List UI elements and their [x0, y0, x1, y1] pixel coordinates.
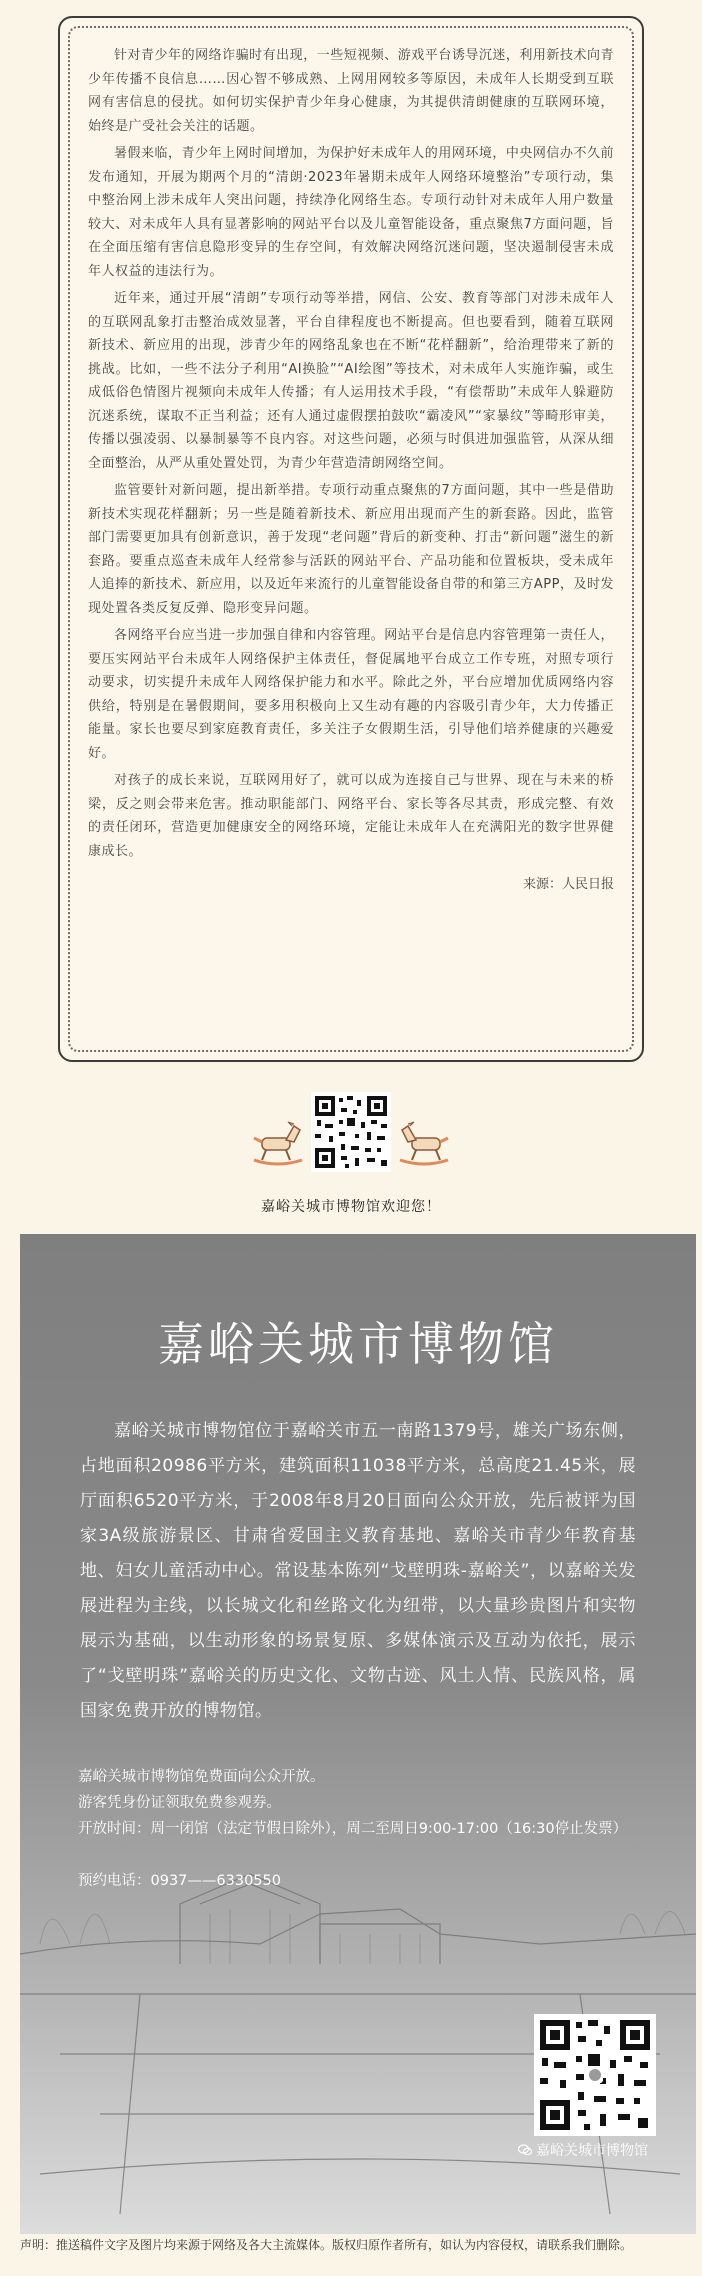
article-card — [58, 16, 644, 1062]
wechat-brand — [518, 2140, 648, 2160]
museum-info-ticket: 游客凭身份证领取免费参观券。 — [78, 1795, 281, 1811]
article-paragraph: 对孩子的成长来说，互联网用好了，就可以成为连接自己与世界、现在与未来的桥梁，反之则会带来危害。推动职能部门、网络平台、家长等各尽其责，形成完整、有效的责任闭环，营造更加健康安全的网络环境，定能让未成年人在充满阳光的数字世界健康成长。 — [88, 773, 614, 859]
article-source: 来源：人民日报 — [522, 877, 614, 892]
article-paragraph: 各网络平台应当进一步加强自律和内容管理。网站平台是信息内容管理第一责任人，要压实网站平台未成年人网络保护主体责任，督促属地平台成立工作专班，对照专项行动要求，切实提升未成年人网络保护能力和水平。除此之外，平台应增加优质网络内容供给，特别是在暑假期间，要多用积极向上又生动有趣的内容吸引青少年，大力传播正能量。家长也要尽到家庭教育责任，多关注子女假期生活，引导他们培养健康的兴趣爱好。 — [88, 628, 614, 761]
wechat-icon — [518, 2144, 532, 2156]
museum-info-phone: 预约电话：0937——6330550 — [78, 1873, 281, 1889]
qr-code-large[interactable] — [534, 2014, 656, 2136]
article-paragraph: 暑假来临，青少年上网时间增加，为保护好未成年人的用网环境，中央网信办不久前发布通知，开展为期两个月的“清朗·2023年暑期未成年人网络环境整治”专项行动，集中整治网上涉未成年人突出问题，持续净化网络生态。专项行动针对未成年人用户数量较大、对未成年人具有显著影响的网站平台以及儿童智能设备，重点聚焦7方面问题，旨在全面压缩有害信息隐形变异的生存空间，有效解决网络沉迷问题，坚决遏制侵害未成年人权益的违法行为。 — [88, 146, 614, 279]
article-paragraph: 近年来，通过开展“清朗”专项行动等举措，网信、公安、教育等部门对涉未成年人的互联网乱象打击整治成效显著，平台自律程度也不断提高。但也要看到，随着互联网新技术、新应用的出现，涉青少年的网络乱象也在不断“花样翻新”，给治理带来了新的挑战。比如，一些不法分子利用“AI换脸”“AI绘图”等技术，对未成年人实施诈骗，或生成低俗色情图片视频向未成年人传播；有人运用技术手段，“有偿帮助”未成年人躲避防沉迷系统，谋取不正当利益；还有人通过虚假摆拍鼓吹“霸凌风”“家暴纹”等畸形审美，传播以强凌弱、以暴制暴等不良内容。对这些问题，必须与时俱进加强监管，从深从细全面整治，从严从重处置处罚，为青少年营造清朗网络空间。 — [88, 291, 614, 471]
disclaimer: 声明：推送稿件文字及图片均来源于网络及各大主流媒体。版权归原作者所有，如认为内容侵权，请联系我们删除。 — [20, 2238, 633, 2252]
article-paragraph: 监管要针对新问题，提出新举措。专项行动重点聚焦的7方面问题，其中一些是借助新技术实现花样翻新；另一些是随着新技术、新应用出现而产生的新套路。因此，监管部门需要更加具有创新意识，善于发现“老问题”背后的新变种、打击“新问题”滋生的新套路。要重点巡查未成年人经常参与活跃的网站平台、产品功能和位置板块，受未成年人追捧的新技术、新应用，以及近年来流行的儿童智能设备自带的和第三方APP，及时发现处置各类反复反弹、隐形变异问题。 — [88, 483, 614, 616]
museum-info-hours: 开放时间：周一闭馆（法定节假日除外），周二至周日9:00-17:00（16:30停止发票） — [78, 1821, 628, 1837]
museum-info-free: 嘉峪关城市博物馆免费面向公众开放。 — [78, 1769, 325, 1785]
welcome-text: 嘉峪关城市博物馆欢迎您！ — [261, 1199, 441, 1215]
wechat-brand-name: 嘉峪关城市博物馆 — [536, 2143, 648, 2159]
rocking-horse-icon — [248, 1116, 308, 1166]
qr-section — [0, 1084, 702, 1194]
museum-info — [78, 1764, 668, 1894]
rocking-horse-icon — [394, 1116, 454, 1166]
qr-code-small[interactable] — [311, 1092, 391, 1172]
article-card-inner — [68, 26, 634, 1052]
museum-banner — [20, 1234, 696, 2234]
article-paragraph: 针对青少年的网络诈骗时有出现，一些短视频、游戏平台诱导沉迷，利用新技术向青少年传播不良信息……因心智不够成熟、上网用网较多等原因，未成年人长期受到互联网有害信息的侵扰。如何切实保护青少年身心健康，为其提供清朗健康的互联网环境，始终是广受社会关注的话题。 — [88, 48, 614, 134]
museum-title: 嘉峪关城市博物馆 — [158, 1317, 558, 1371]
museum-description: 嘉峪关城市博物馆位于嘉峪关市五一南路1379号，雄关广场东侧，占地面积20986平方米，建筑面积11038平方米，总高度21.45米，展厅面积6520平方米，于2008年8月20日面向公众开放，先后被评为国家3A级旅游景区、甘肃省爱国主义教育基地、嘉峪关市青少年教育基地、妇女儿童活动中心。常设基本陈列“戈壁明珠-嘉峪关”，以嘉峪关发展进程为主线，以长城文化和丝路文化为纽带，以大量珍贵图片和实物展示为基础，以生动形象的场景复原、多媒体演示及互动为依托，展示了“戈壁明珠”嘉峪关的历史文化、文物古迹、风土人情、民族风格，属国家免费开放的博物馆。 — [80, 1421, 636, 1721]
